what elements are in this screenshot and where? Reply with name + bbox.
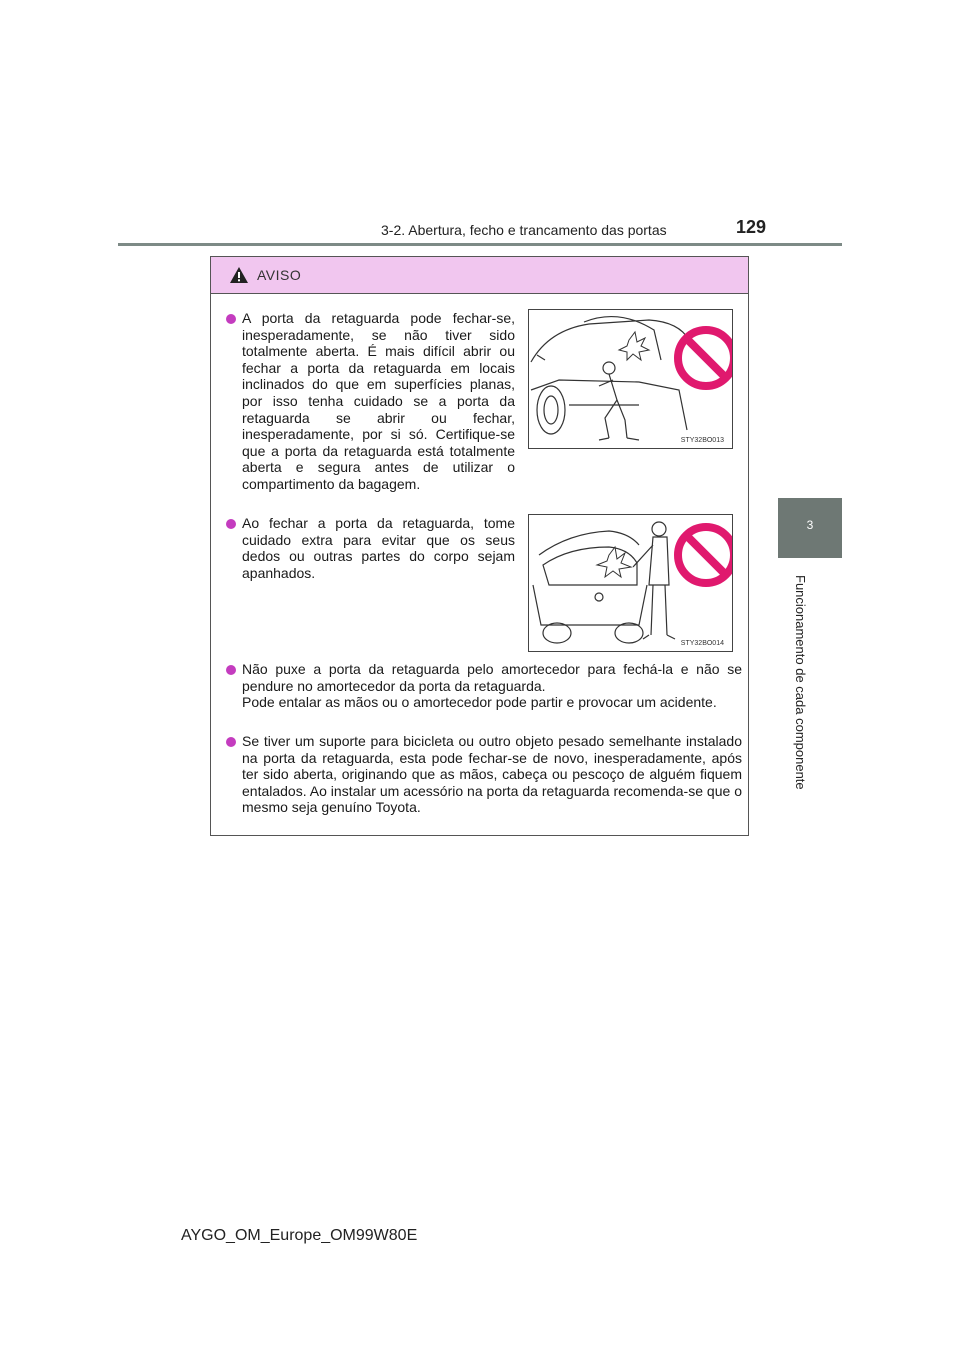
header-divider (118, 243, 842, 246)
warning-item-text: Se tiver um suporte para bicicleta ou outro objeto pesado semelhante instalado na porta da retaguarda, esta pode fechar-se de novo, inesperadamente, após ter sido aberta, originando que as mãos, cabeça ou pescoço de alguém fiquem entalados. Ao instalar um acessório na porta da retaguarda recomenda-se que o mesmo seja genuíno Toyota. (242, 733, 742, 816)
chapter-number: 3 (806, 518, 814, 532)
warning-item-3 (242, 661, 742, 711)
bullet-icon (226, 314, 236, 324)
chapter-title: Funcionamento de cada componente (793, 575, 808, 790)
car-tailgate-closing-illustration (529, 515, 732, 651)
warning-item-1 (242, 310, 515, 493)
page-number: 129 (736, 217, 767, 237)
chapter-tab (778, 498, 842, 558)
warning-item-2 (242, 515, 515, 581)
bullet-icon (226, 665, 236, 675)
warning-header (211, 257, 748, 294)
bullet-icon (226, 519, 236, 529)
warning-item-text: A porta da retaguarda pode fechar-se, inesperadamente, se não tiver sido totalmente aberta. É mais difícil abrir ou fechar a porta da retaguarda em locais inclinados do que em superfícies planas, por isso tenha cuidado se a porta da retaguarda se abrir ou fechar, inesperadamente, por si só. Certifique-se que a porta da retaguarda está totalmente aberta e segura antes de utilizar o compartimento da bagagem. (242, 310, 515, 492)
warning-item-text: Ao fechar a porta da retaguarda, tome cuidado extra para evitar que os seus dedos ou outras partes do corpo sejam apanhados. (242, 515, 515, 581)
warning-label: AVISO (257, 267, 302, 283)
illustration-code: STY32BO014 (680, 640, 724, 647)
illustration-tailgate-closing (528, 514, 733, 652)
warning-item-4 (242, 733, 742, 816)
document-id: AYGO_OM_Europe_OM99W80E (181, 1227, 418, 1244)
warning-item-text-continued: Pode entalar as mãos ou o amortecedor pode partir e provocar um acidente. (242, 694, 717, 711)
warning-box (210, 256, 749, 836)
warning-triangle-icon (229, 266, 249, 284)
warning-item-text: Não puxe a porta da retaguarda pelo amortecedor para fechá-la e não se pendure no amortecedor da porta da retaguarda. (242, 661, 742, 694)
illustration-tailgate-bending (528, 309, 733, 449)
illustration-code: STY32BO013 (680, 437, 724, 444)
bullet-icon (226, 737, 236, 747)
section-title: 3-2. Abertura, fecho e trancamento das portas (381, 222, 667, 238)
car-tailgate-person-illustration (529, 310, 732, 448)
